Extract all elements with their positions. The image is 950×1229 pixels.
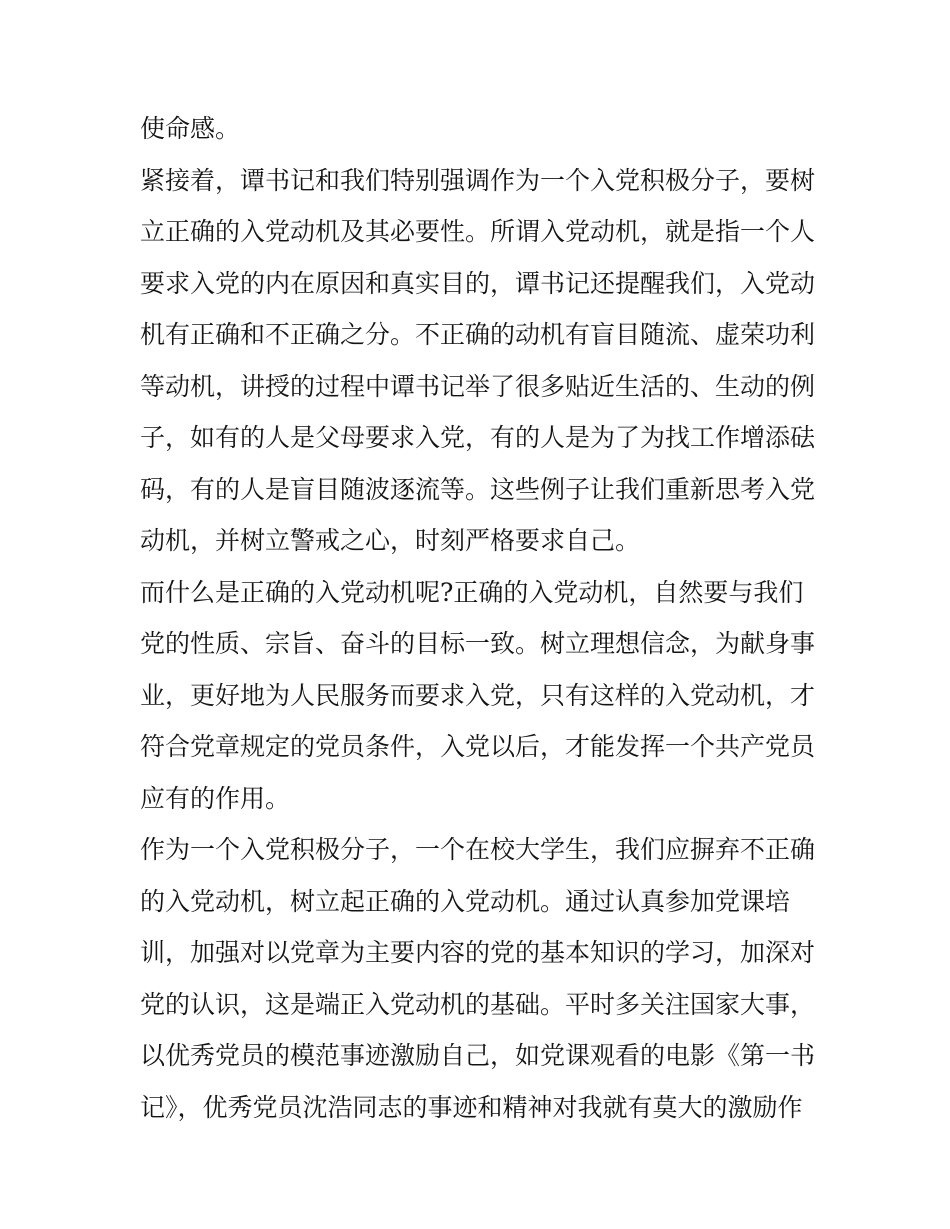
text-line: 要求入党的内在原因和真实目的，谭书记还提醒我们，入党动 <box>140 268 816 298</box>
text-line: 紧接着，谭书记和我们特别强调作为一个入党积极分子，要树 <box>140 165 816 195</box>
text-line: 党的认识，这是端正入党动机的基础。平时多关注国家大事， <box>140 989 816 1019</box>
text-line: 应有的作用。 <box>140 783 291 813</box>
text-line: 记》，优秀党员沈浩同志的事迹和精神对我就有莫大的激励作 <box>140 1092 803 1122</box>
text-line: 子，如有的人是父母要求入党，有的人是为了为找工作增添砝 <box>140 423 816 452</box>
text-line: 立正确的入党动机及其必要性。所谓入党动机，就是指一个人 <box>140 217 816 246</box>
text-line: 动机，并树立警戒之心，时刻严格要求自己。 <box>140 526 641 555</box>
text-line: 使命感。 <box>140 114 241 143</box>
text-line: 党的性质、宗旨、奋斗的目标一致。树立理想信念，为献身事 <box>140 629 816 658</box>
text-line: 码，有的人是盲目随波逐流等。这些例子让我们重新思考入党 <box>140 474 816 504</box>
text-line: 符合党章规定的党员条件，入党以后，才能发挥一个共产党员 <box>140 732 816 761</box>
text-line: 业，更好地为人民服务而要求入党，只有这样的入党动机，才 <box>140 680 816 710</box>
text-line: 以优秀党员的模范事迹激励自己，如党课观看的电影《第一书 <box>140 1041 816 1070</box>
text-line: 等动机，讲授的过程中谭书记举了很多贴近生活的、生动的例 <box>140 371 816 401</box>
text-line: 训，加强对以党章为主要内容的党的基本知识的学习，加深对 <box>140 938 816 967</box>
text-line: 而什么是正确的入党动机呢?正确的入党动机，自然要与我们 <box>140 577 804 607</box>
text-line: 机有正确和不正确之分。不正确的动机有盲目随流、虚荣功利 <box>140 320 816 349</box>
document-body <box>140 106 820 1136</box>
text-line: 的入党动机，树立起正确的入党动机。通过认真参加党课培 <box>140 886 791 916</box>
text-line: 作为一个入党积极分子，一个在校大学生，我们应摒弃不正确 <box>140 835 816 864</box>
